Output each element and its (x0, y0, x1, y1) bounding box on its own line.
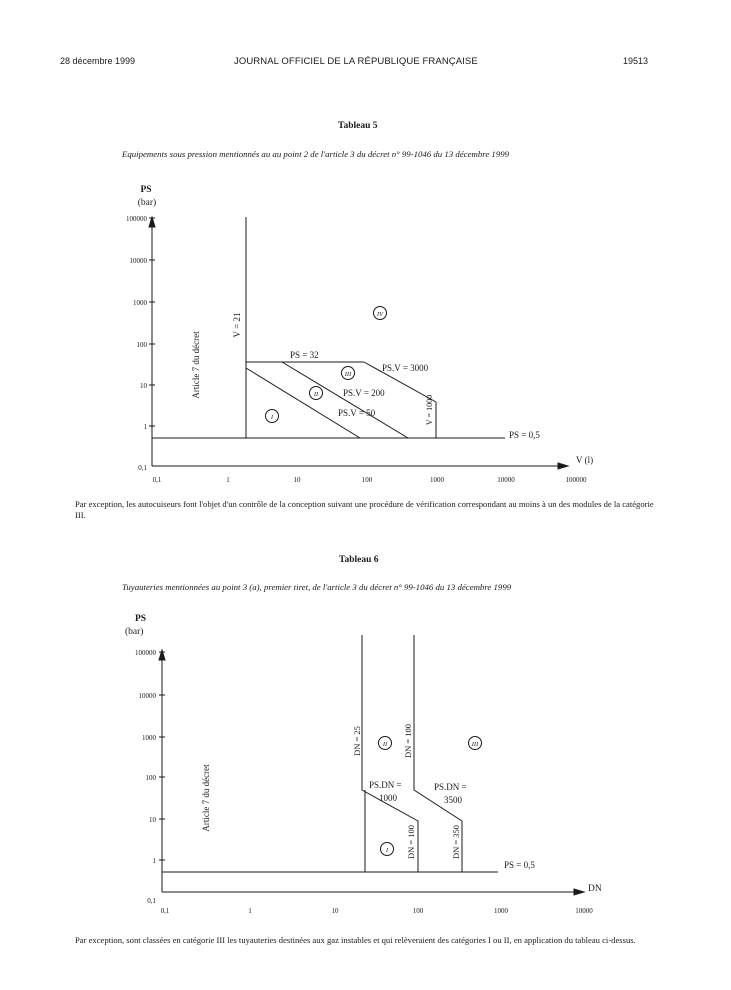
t5-x-tick: 100000 (565, 476, 587, 484)
t5-y-tick: 10000 (129, 257, 147, 265)
header-date: 28 décembre 1999 (60, 56, 136, 66)
t6-label-dn350: DN = 350 (451, 824, 461, 860)
t5-category-ii: II (313, 391, 319, 398)
table6-chart (0, 610, 731, 920)
t6-x-tick: 10000 (575, 907, 593, 915)
t5-x-tick: 100 (361, 476, 373, 484)
t6-x-title: DN (588, 884, 602, 894)
t5-label-ps32: PS = 32 (290, 350, 319, 360)
t6-y-tick: 100000 (135, 649, 156, 657)
t6-x-tick: 1 (248, 907, 252, 915)
t6-y-title-1: PS (135, 614, 147, 624)
page-header (0, 56, 731, 72)
t6-y-tick: 10 (149, 816, 156, 824)
t6-label-psdn3500-1: PS.DN = (434, 782, 467, 792)
t5-y-tick: 100 (136, 341, 147, 349)
table6-title: Tableau 6 (339, 555, 379, 565)
t5-x-tick: 1 (226, 476, 230, 484)
t5-label-ps05: PS = 0,5 (509, 430, 540, 440)
header-page-number: 19513 (622, 56, 648, 66)
t6-label-dn100-lower: DN = 100 (406, 824, 416, 860)
t5-y-title-2: (bar) (137, 198, 157, 208)
t5-y-tick: 1 (143, 423, 147, 431)
t6-label-ps05: PS = 0,5 (504, 860, 535, 870)
t6-y-tick: 10000 (138, 692, 156, 700)
t6-x-tick: 0,1 (160, 907, 170, 915)
t5-y-tick: 100000 (126, 215, 147, 223)
t5-label-psv200: PS.V = 200 (343, 388, 385, 398)
t5-x-title: V (l) (576, 455, 594, 465)
t6-x-tick: 100 (412, 907, 424, 915)
t5-y-tick: 1000 (133, 299, 147, 307)
t5-x-tick: 10000 (497, 476, 515, 484)
t6-y-tick: 1 (152, 857, 156, 865)
table5-title: Tableau 5 (338, 121, 378, 131)
t5-y-title-1: PS (140, 185, 152, 195)
t6-label-dn100: DN = 100 (403, 723, 413, 759)
t5-x-arrow (558, 463, 568, 469)
t5-y-tick: 0,1 (138, 464, 147, 472)
t6-label-psdn3500-2: 3500 (444, 795, 462, 805)
t5-label-v21: V = 21 (232, 312, 242, 338)
t6-y-tick: 1000 (142, 734, 156, 742)
t5-y-tick: 10 (140, 382, 147, 390)
t5-label-psv3000: PS.V = 3000 (382, 363, 429, 373)
t5-article-label: Article 7 du décret (191, 331, 201, 399)
t6-label-dn25: DN = 25 (352, 726, 362, 756)
t6-category-i: I (385, 847, 389, 854)
t6-y-tick: 100 (145, 774, 156, 782)
table5-caption: Equipements sous pression mentionnés au au point 2 de l'article 3 du décret n° 99-1046 du 13 décembre 1999 (122, 149, 510, 159)
t6-category-iii: III (471, 741, 479, 748)
t5-label-v1000: V = 1000 (425, 394, 434, 426)
t6-y-title-2: (bar) (125, 627, 144, 637)
t6-category-ii: II (382, 741, 388, 748)
t5-line-psv50 (246, 368, 360, 438)
t5-x-tick: 0,1 (152, 476, 162, 484)
t6-label-psdn1000-2: 1000 (379, 793, 397, 803)
t6-x-arrow (574, 889, 584, 895)
t5-category-iv: IV (376, 311, 384, 318)
t5-category-iii: III (344, 371, 352, 378)
t5-x-tick: 1000 (430, 476, 444, 484)
table5-note: Par exception, les autocuiseurs font l'objet d'un contrôle de la conception suivant une procédure de vérification correspondant au moins à un des modules de la catégorie III. (75, 499, 654, 520)
table5-chart (0, 180, 731, 484)
t6-label-psdn1000-1: PS.DN = (369, 780, 402, 790)
t5-category-i: I (270, 414, 274, 421)
t5-x-tick: 10 (293, 476, 301, 484)
header-journal-title: JOURNAL OFFICIEL DE LA RÉPUBLIQUE FRANÇAISE (234, 56, 478, 67)
t6-y-tick: 0,1 (147, 897, 156, 905)
table6-note: Par exception, sont classées en catégorie III les tuyauteries destinées aux gaz instables et qui relèveraient des catégories I ou II, en application du tableau ci-dessus. (75, 935, 636, 945)
t6-x-tick: 1000 (494, 907, 508, 915)
table6-caption: Tuyauteries mentionnées au point 3 (a), premier tiret, de l'article 3 du décret n° 99-1046 du 13 décembre 1999 (122, 582, 512, 592)
t5-label-psv50: PS.V = 50 (338, 408, 376, 418)
t6-x-tick: 10 (331, 907, 339, 915)
t6-article-label: Article 7 du décret (201, 764, 211, 832)
